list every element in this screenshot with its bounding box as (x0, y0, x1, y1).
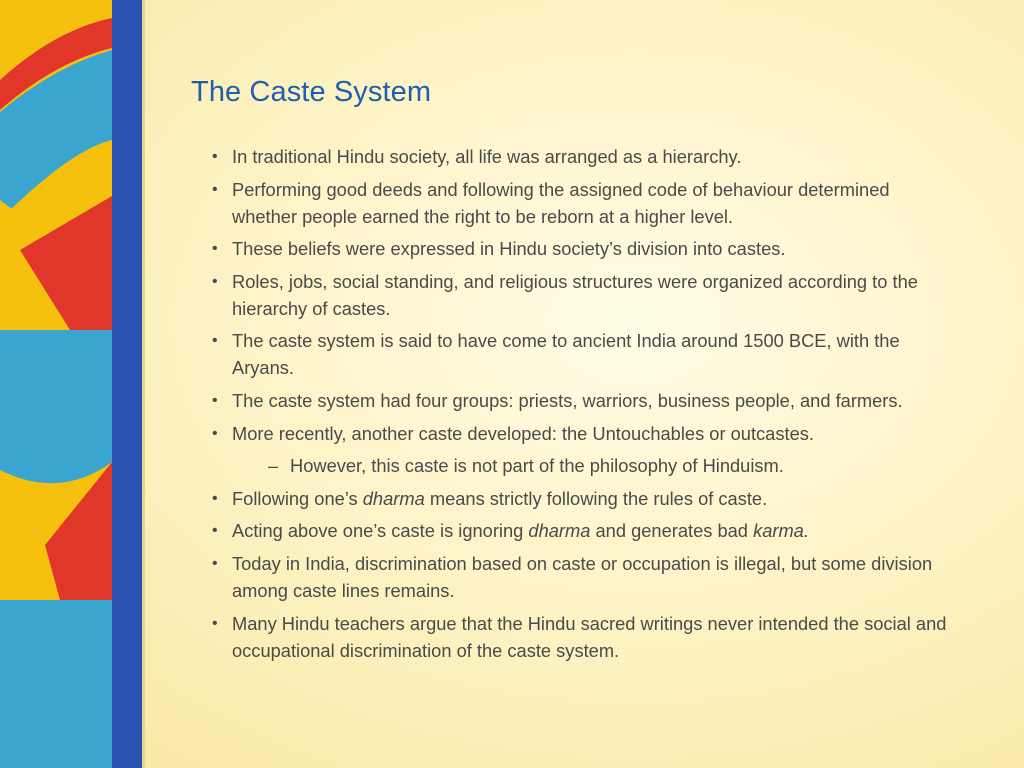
bullet-dot-icon: • (212, 522, 218, 540)
emphasis-dharma: dharma (528, 520, 591, 542)
bullet-text: Many Hindu teachers argue that the Hindu sacred writings never intended the social and occupational discrimination of the caste system. (232, 612, 947, 661)
bullet-dot-icon: • (212, 180, 218, 198)
bullet-item (212, 176, 957, 230)
bullet-item (212, 143, 957, 170)
bullet-dot-icon: • (212, 332, 218, 350)
bullet-text: The caste system is said to have come to ancient India around 1500 BCE, with the Aryans. (232, 330, 900, 379)
bullet-list (212, 143, 957, 669)
bullet-item (212, 610, 957, 664)
bullet-item (212, 235, 957, 262)
dash-icon: – (268, 455, 279, 477)
emphasis-dharma: dharma (362, 487, 425, 509)
bullet-item (212, 485, 957, 512)
bullet-dot-icon: • (212, 554, 218, 572)
bullet-item (212, 550, 957, 604)
teal-arc-base (0, 600, 112, 768)
bullet-text: Today in India, discrimination based on caste or occupation is illegal, but some division among caste lines remains. (232, 552, 933, 601)
bullet-text: In traditional Hindu society, all life was arranged as a hierarchy. (232, 146, 742, 167)
bullet-dot-icon: • (212, 148, 218, 165)
bullet-text (232, 520, 809, 541)
emphasis-karma: karma. (753, 520, 809, 542)
bullet-dot-icon: • (212, 391, 218, 409)
slide-title: The Caste System (191, 76, 432, 108)
bullet-dot-icon: • (212, 240, 218, 258)
bullet-text: More recently, another caste developed: the Untouchables or outcastes. (232, 422, 814, 444)
sub-bullet-text: However, this caste is not part of the philosophy of Hinduism. (290, 455, 784, 477)
bullet-item (212, 517, 957, 544)
bullet-dot-icon: • (212, 424, 218, 442)
bullet-text: Roles, jobs, social standing, and religious structures were organized according to the hierarchy of castes. (232, 270, 918, 319)
blue-vertical-band (112, 0, 142, 768)
bullet-text (232, 488, 767, 509)
bullet-dot-icon: • (212, 272, 218, 290)
bullet-text-part: means strictly following the rules of caste. (424, 487, 768, 509)
teal-arc-bottom (0, 330, 112, 483)
bullet-text-part: Following one’s (232, 487, 363, 509)
sub-bullet-item (212, 452, 957, 479)
decorative-side-band (0, 0, 150, 768)
bullet-text: These beliefs were expressed in Hindu society’s division into castes. (232, 238, 786, 260)
bullet-text: The caste system had four groups: priests, warriors, business people, and farmers. (232, 389, 903, 411)
bullet-item (212, 327, 957, 381)
bullet-dot-icon: • (212, 489, 218, 507)
bullet-text-part: Acting above one’s caste is ignoring (232, 520, 529, 542)
bullet-item (212, 387, 957, 414)
bullet-text: Performing good deeds and following the assigned code of behaviour determined whether people earned the right to be reborn at a higher level. (232, 178, 890, 227)
bullet-item (212, 268, 957, 322)
bullet-dot-icon: • (212, 614, 218, 632)
bullet-item (212, 420, 957, 447)
bullet-text-part: and generates bad (590, 520, 754, 542)
blue-band-edge (142, 0, 145, 768)
